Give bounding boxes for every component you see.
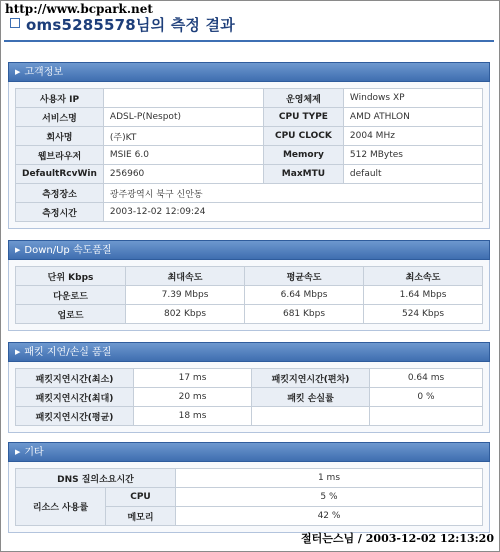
cell-label: MaxMTU (263, 165, 343, 184)
cell-label: 운영체제 (263, 89, 343, 108)
section-header (8, 442, 490, 462)
section-header (8, 342, 490, 362)
cell-value: 7.39 Mbps (126, 286, 245, 305)
row-label: 다운로드 (16, 286, 126, 305)
cell-value: 0 % (370, 388, 483, 407)
etc-table (15, 468, 483, 526)
table-row (16, 127, 483, 146)
cell-value: 광주광역시 북구 신안동 (103, 184, 482, 203)
cell-label: DefaultRcvWin (16, 165, 104, 184)
column-header: 최소속도 (364, 267, 483, 286)
speed-table (15, 266, 483, 324)
section-customer-info (8, 62, 490, 229)
cell-value: 5 % (176, 488, 483, 507)
section-title: 기타 (24, 447, 44, 458)
section-packet-quality (8, 342, 490, 433)
cell-label: 리소스 사용률 (16, 488, 106, 526)
cell-label: 패킷지연시간(평균) (16, 407, 134, 426)
cell-value: 1 ms (176, 469, 483, 488)
cell-label: 웹브라우저 (16, 146, 104, 165)
cell-value: 802 Kbps (126, 305, 245, 324)
table-row (16, 407, 483, 426)
section-title: 패킷 지연/손실 품질 (24, 347, 112, 358)
table-row (16, 469, 483, 488)
section-etc (8, 442, 490, 533)
cell-value: 20 ms (134, 388, 252, 407)
cell-label: CPU TYPE (263, 108, 343, 127)
triangle-right-icon: ▶ (15, 348, 21, 356)
column-header: 최대속도 (126, 267, 245, 286)
cell-label: CPU (106, 488, 176, 507)
packet-table (15, 368, 483, 426)
cell-value: 6.64 Mbps (245, 286, 364, 305)
section-title: 고객정보 (24, 67, 64, 78)
table-row (16, 286, 483, 305)
cell-label: 메모리 (106, 507, 176, 526)
section-body (8, 82, 490, 229)
table-row (16, 488, 483, 507)
table-row (16, 305, 483, 324)
title-bar (4, 10, 494, 42)
watermark-url: http://www.bcpark.net (5, 2, 153, 16)
cell-label: DNS 질의소요시간 (16, 469, 176, 488)
cell-label: 서비스명 (16, 108, 104, 127)
cell-value: AMD ATHLON (343, 108, 482, 127)
table-row (16, 369, 483, 388)
triangle-right-icon: ▶ (15, 246, 21, 254)
cell-value: 681 Kbps (245, 305, 364, 324)
row-label: 업로드 (16, 305, 126, 324)
table-row (16, 108, 483, 127)
triangle-right-icon: ▶ (15, 448, 21, 456)
table-row (16, 203, 483, 222)
cell-label: 패킷지연시간(최대) (16, 388, 134, 407)
cell-value: 2004 MHz (343, 127, 482, 146)
column-header: 평균속도 (245, 267, 364, 286)
cell-label: 사용자 IP (16, 89, 104, 108)
section-body (8, 462, 490, 533)
cell-label: 패킷지연시간(최소) (16, 369, 134, 388)
empty-cell (252, 407, 370, 426)
cell-value: 1.64 Mbps (364, 286, 483, 305)
cell-label: CPU CLOCK (263, 127, 343, 146)
table-row (16, 388, 483, 407)
customer-info-table (15, 88, 483, 222)
cell-value: Windows XP (343, 89, 482, 108)
section-title: Down/Up 속도품질 (24, 245, 112, 256)
cell-label: 패킷지연시간(편차) (252, 369, 370, 388)
table-row (16, 184, 483, 203)
cell-label: 측정시간 (16, 203, 104, 222)
cell-value (103, 89, 263, 108)
column-header: 단위 Kbps (16, 267, 126, 286)
cell-value: ADSL-P(Nespot) (103, 108, 263, 127)
cell-value: 512 MBytes (343, 146, 482, 165)
table-row (16, 89, 483, 108)
title-square-icon (10, 18, 20, 28)
page-title: oms5285578님의 측정 결과 (26, 16, 235, 34)
table-header-row (16, 267, 483, 286)
cell-value: 18 ms (134, 407, 252, 426)
cell-label: Memory (263, 146, 343, 165)
cell-value: 524 Kbps (364, 305, 483, 324)
footer-signature: 절터는스님 / 2003-12-02 12:13:20 (300, 532, 494, 545)
section-speed-quality (8, 240, 490, 331)
section-body (8, 260, 490, 331)
cell-value: 2003-12-02 12:09:24 (103, 203, 482, 222)
cell-value: 17 ms (134, 369, 252, 388)
triangle-right-icon: ▶ (15, 68, 21, 76)
cell-value: default (343, 165, 482, 184)
cell-label: 회사명 (16, 127, 104, 146)
cell-label: 패킷 손실률 (252, 388, 370, 407)
table-row (16, 146, 483, 165)
cell-value: 256960 (103, 165, 263, 184)
empty-cell (370, 407, 483, 426)
cell-label: 측정장소 (16, 184, 104, 203)
table-row (16, 165, 483, 184)
cell-value: 42 % (176, 507, 483, 526)
section-header (8, 240, 490, 260)
section-header (8, 62, 490, 82)
section-body (8, 362, 490, 433)
cell-value: 0.64 ms (370, 369, 483, 388)
cell-value: MSIE 6.0 (103, 146, 263, 165)
cell-value: (주)KT (103, 127, 263, 146)
